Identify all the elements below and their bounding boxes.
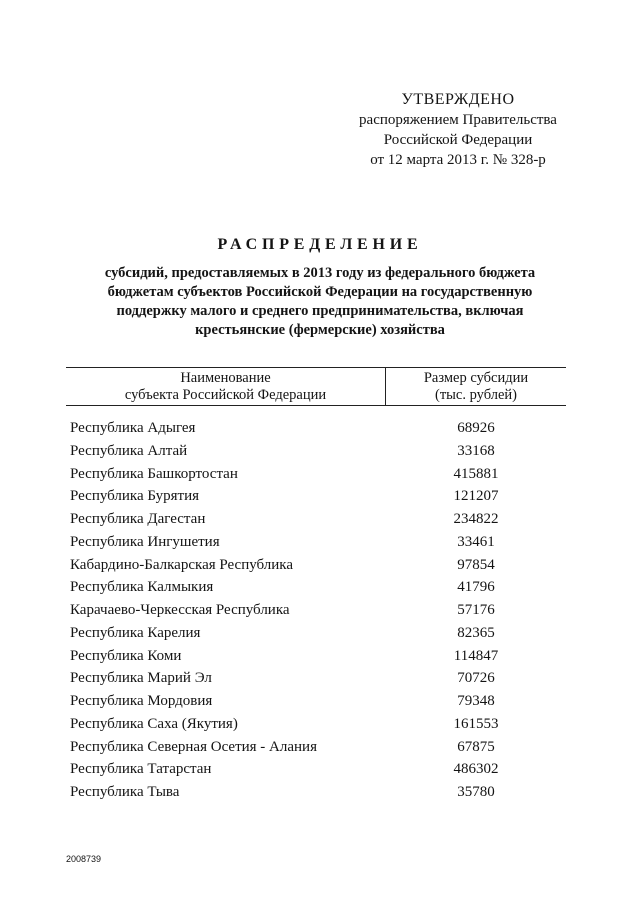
region-name: Республика Алтай	[70, 442, 188, 459]
table-row	[0, 511, 640, 534]
approval-block	[340, 90, 576, 170]
document-subtitle	[70, 264, 570, 340]
subtitle-line-1: субсидий, предоставляемых в 2013 году из федерального бюджета	[104, 265, 536, 281]
subsidy-amount: 67875	[457, 738, 495, 755]
subsidy-amount: 79348	[457, 693, 495, 709]
region-name: Республика Мордовия	[70, 693, 213, 709]
column-header-amount-line-1: Размер субсидии	[423, 370, 529, 386]
approval-line-1: распоряжением Правительства	[359, 112, 557, 128]
subsidy-amount: 97854	[457, 556, 495, 573]
region-name: Республика Дагестан	[70, 511, 206, 527]
subsidy-amount: 82365	[457, 624, 495, 641]
column-header-name-line-2: субъекта Российской Федерации	[124, 387, 327, 403]
table-row	[0, 670, 640, 693]
column-header-name	[66, 370, 385, 404]
subsidy-amount: 415881	[453, 465, 499, 482]
table-row	[0, 488, 640, 511]
region-name: Республика Саха (Якутия)	[70, 715, 238, 732]
approval-line-2: Российской Федерации	[383, 132, 533, 148]
table-row	[0, 443, 640, 466]
subsidy-amount: 114847	[453, 647, 499, 664]
subtitle-line-4: крестьянские (фермерские) хозяйства	[195, 322, 445, 338]
region-name: Республика Башкортостан	[70, 465, 238, 482]
region-name: Кабардино-Балкарская Республика	[70, 556, 294, 573]
region-name: Республика Северная Осетия - Алания	[70, 738, 317, 755]
subsidy-amount: 234822	[453, 511, 499, 527]
table-top-rule	[66, 367, 566, 368]
table-row	[0, 784, 640, 807]
subsidy-amount: 41796	[457, 579, 495, 596]
subsidy-amount: 70726	[457, 670, 495, 687]
table-row	[0, 420, 640, 443]
table-row	[0, 693, 640, 716]
table-row	[0, 648, 640, 671]
table-header-rule	[66, 405, 566, 406]
subsidy-amount: 57176	[457, 602, 495, 618]
table-row	[0, 625, 640, 648]
table-row	[0, 602, 640, 625]
region-name: Республика Карелия	[70, 624, 201, 641]
table-body	[0, 420, 640, 807]
table-row	[0, 579, 640, 602]
region-name: Республика Адыгея	[70, 420, 196, 436]
subtitle-line-3: поддержку малого и среднего предпринимательства, включая	[116, 303, 524, 319]
table-row	[0, 716, 640, 739]
region-name: Республика Татарстан	[70, 761, 212, 778]
approval-heading: УТВЕРЖДЕНО	[401, 91, 515, 108]
table-row	[0, 534, 640, 557]
column-header-amount	[386, 370, 566, 404]
subsidy-amount: 121207	[453, 488, 499, 505]
region-name: Республика Бурятия	[70, 488, 200, 505]
subsidy-amount: 33461	[457, 533, 495, 550]
region-name: Республика Тыва	[70, 784, 180, 800]
subsidy-amount: 35780	[457, 784, 495, 800]
footer-code: 2008739	[66, 854, 102, 864]
subsidy-amount: 68926	[457, 420, 495, 436]
region-name: Республика Калмыкия	[70, 579, 214, 596]
region-name: Карачаево-Черкесская Республика	[70, 602, 290, 618]
subsidy-amount: 161553	[453, 715, 499, 732]
table-row	[0, 739, 640, 762]
table-row	[0, 761, 640, 784]
column-header-name-line-1: Наименование	[180, 370, 271, 386]
subsidy-amount: 486302	[453, 761, 499, 778]
region-name: Республика Коми	[70, 647, 182, 664]
approval-line-3: от 12 марта 2013 г. № 328-р	[370, 152, 546, 168]
table-row	[0, 557, 640, 580]
region-name: Республика Марий Эл	[70, 670, 212, 687]
table-row	[0, 466, 640, 489]
subtitle-line-2: бюджетам субъектов Российской Федерации на государственную	[107, 284, 533, 300]
subsidy-amount: 33168	[457, 442, 495, 459]
document-title: РАСПРЕДЕЛЕНИЕ	[217, 236, 423, 253]
region-name: Республика Ингушетия	[70, 533, 220, 550]
column-header-amount-line-2: (тыс. рублей)	[435, 387, 517, 403]
